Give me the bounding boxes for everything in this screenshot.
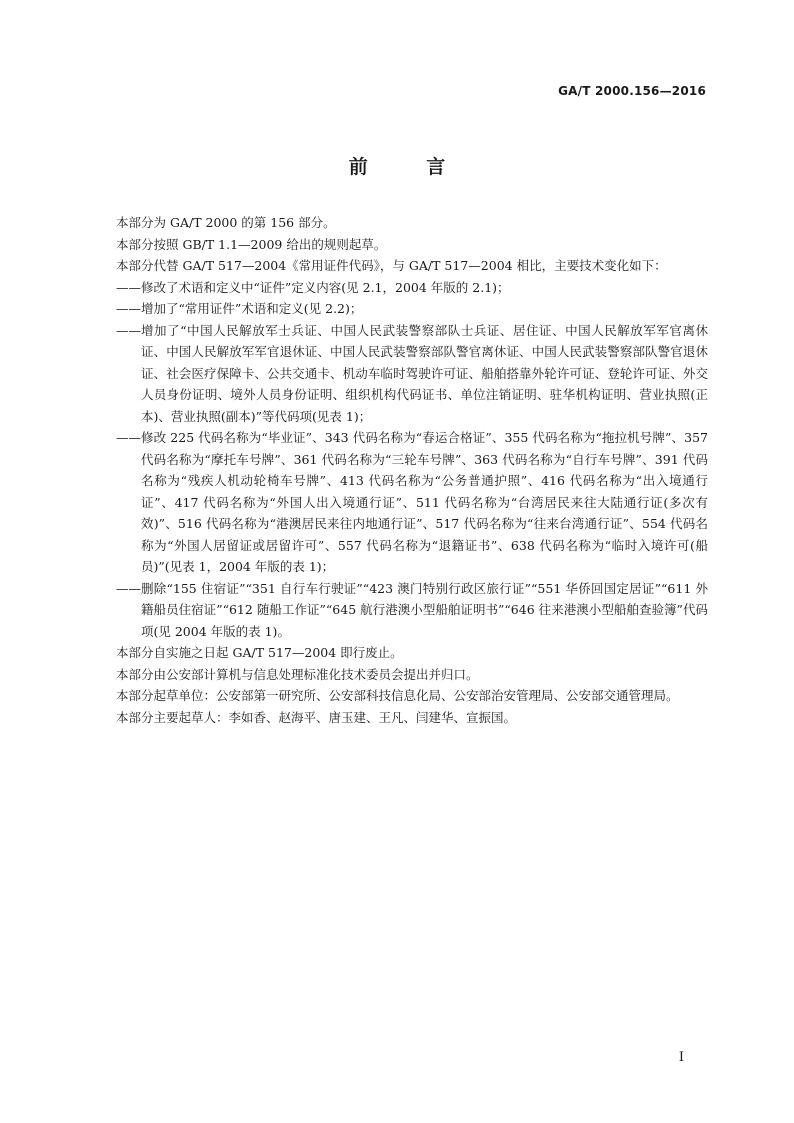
change-text: 修改 225 代码名称为“毕业证”、343 代码名称为“春运合格证”、355 代码名称为“拖拉机号牌”、357 代码名称为“摩托车号牌”、361 代码名称为“三轮车号牌”、363 代码名称为“自行车号牌”、391 代码名称为“残疾人机动轮椅车号牌”、413 代码名称为“公务普通护照”、416 代码名称为“出入境通行证”、417 代码名称为“外国人出入境通行证”、511 代码名称为“台湾居民来往大陆通行证(多次有效)”、516 代码名称为“港澳居民来往内地通行证”、517 代码名称为“往来台湾通行证”、554 代码名称为“外国人居留证或居留许可”、557 代码名称为“退籍证书”、638 代码名称为“临时入境许可(船员)”(见表 1，2004 年版的表 1)； [141, 430, 708, 574]
paragraph: 本部分按照 GB/T 1.1—2009 给出的规则起草。 [116, 236, 387, 252]
dash-marker: —— [116, 279, 141, 295]
page-title: 前 言 [348, 156, 472, 178]
change-text: 修改了术语和定义中“证件”定义内容(见 2.1，2004 年版的 2.1)； [141, 279, 510, 295]
change-item [116, 427, 708, 578]
paragraph: 本部分由公安部计算机与信息处理标准化技术委员会提出并归口。 [116, 666, 479, 682]
paragraph: 本部分为 GA/T 2000 的第 156 部分。 [116, 215, 336, 230]
paragraph: 本部分主要起草人：李如香、赵海平、唐玉建、王凡、闫建华、宣振国。 [116, 709, 517, 725]
dash-marker: —— [116, 322, 141, 338]
change-text: 增加了“中国人民解放军士兵证、中国人民武装警察部队士兵证、居住证、中国人民解放军军官离休证、中国人民解放军军官退休证、中国人民武装警察部队警官离休证、中国人民武装警察部队警官退休证、社会医疗保障卡、公共交通卡、机动车临时驾驶许可证、船舶搭靠外轮许可证、登轮许可证、外交人员身份证明、境外人员身份证明、组织机构代码证书、单位注销证明、驻华机构证明、营业执照(正本)、营业执照(副本)”等代码项(见表 1)； [141, 322, 708, 424]
paragraph: 本部分代替 GA/T 517—2004《常用证件代码》，与 GA/T 517—2004 相比，主要技术变化如下： [116, 258, 667, 273]
foreword-body [116, 212, 708, 728]
paragraph: 本部分自实施之日起 GA/T 517—2004 即行废止。 [116, 645, 403, 660]
dash-marker: —— [116, 301, 141, 316]
change-item [116, 578, 708, 643]
dash-marker: —— [116, 580, 141, 596]
dash-marker: —— [116, 430, 141, 445]
change-text: 删除“155 住宿证”“351 自行车行驶证”“423 澳门特别行政区旅行证”“551 华侨回国定居证”“611 外籍船员住宿证”“612 随船工作证”“645 航行港澳小型船舶证明书”“646 往来港澳小型船舶查验簿”代码项(见 2004 年版的表 1)。 [141, 580, 708, 639]
change-item [116, 277, 708, 299]
change-item [116, 298, 708, 320]
document-code: GA/T 2000.156—2016 [558, 84, 706, 98]
page-number: I [678, 1050, 684, 1065]
paragraph: 本部分起草单位：公安部第一研究所、公安部科技信息化局、公安部治安管理局、公安部交通管理局。 [116, 688, 679, 703]
change-text: 增加了“常用证件”术语和定义(见 2.2)； [141, 301, 363, 316]
change-item [116, 320, 708, 428]
